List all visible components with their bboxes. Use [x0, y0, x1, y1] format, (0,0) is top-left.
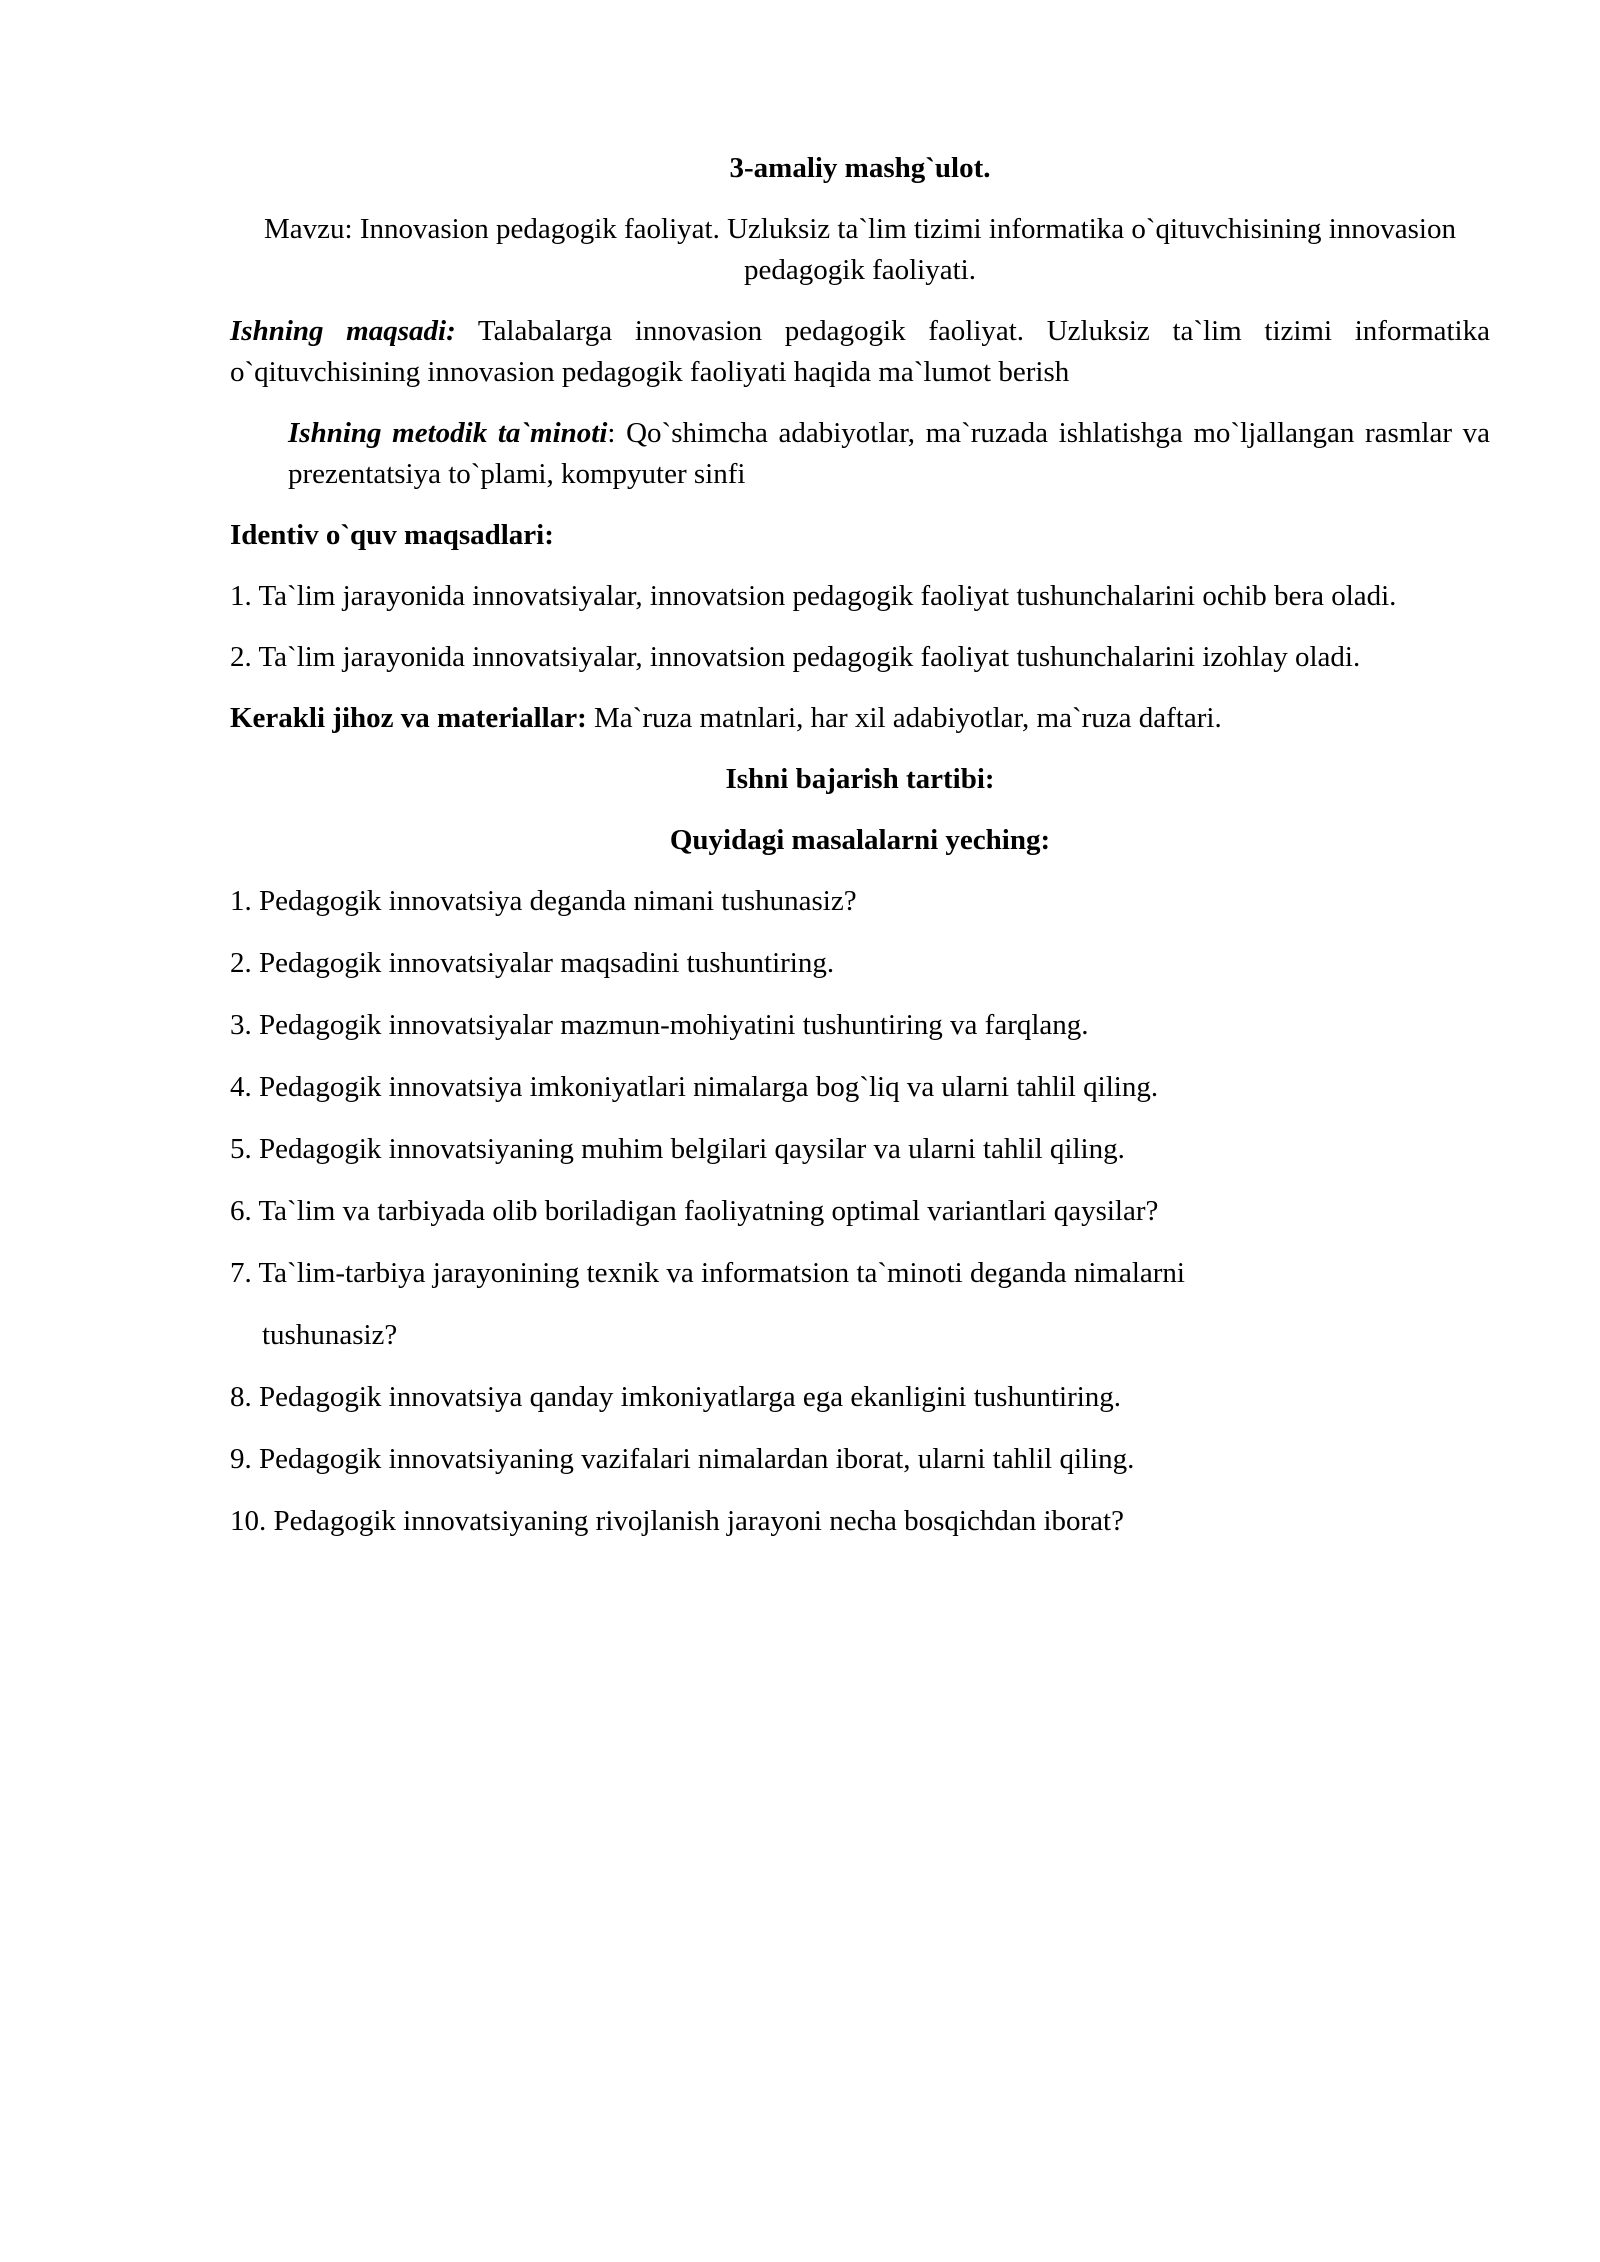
- equipment-paragraph: [230, 698, 1490, 739]
- topic-text: Mavzu: Innovasion pedagogik faoliyat. Uzluksiz ta`lim tizimi informatika o`qituvchisining innovasion pedagogik faoliyati.: [264, 213, 1456, 286]
- method-text: : Qo`shimcha adabiyotlar, ma`ruzada ishlatishga mo`ljallangan rasmlar va prezentatsiya to`plami, kompyuter sinfi: [288, 417, 1490, 490]
- task-item: [230, 1253, 1490, 1356]
- order-heading: Ishni bajarish tartibi:: [725, 763, 995, 795]
- task-item-continuation: tushunasiz?: [262, 1319, 398, 1351]
- task-item: 5. Pedagogik innovatsiyaning muhim belgilari qaysilar va ularni tahlil qiling.: [230, 1133, 1125, 1165]
- equipment-text: Ma`ruza matnlari, har xil adabiyotlar, ma`ruza daftari.: [586, 702, 1222, 734]
- method-label: Ishning metodik ta`minoti: [288, 417, 608, 449]
- task-item: 8. Pedagogik innovatsiya qanday imkoniyatlarga ega ekanligini tushuntiring.: [230, 1381, 1122, 1413]
- goal-text: Talabalarga innovasion pedagogik faoliyat. Uzluksiz ta`lim tizimi informatika o`qituvchisining innovasion pedagogik faoliyati haqida ma`lumot berish: [230, 315, 1490, 388]
- task-item: 10. Pedagogik innovatsiyaning rivojlanish jarayoni necha bosqichdan iborat?: [230, 1505, 1124, 1537]
- objective-item: 2. Ta`lim jarayonida innovatsiyalar, innovatsion pedagogik faoliyat tushunchalarini izohlay oladi.: [230, 641, 1361, 673]
- task-item: 9. Pedagogik innovatsiyaning vazifalari nimalardan iborat, ularni tahlil qiling.: [230, 1443, 1135, 1475]
- goal-label: Ishning maqsadi:: [230, 315, 456, 347]
- objectives-heading: Identiv o`quv maqsadlari:: [230, 519, 554, 551]
- document-page: [230, 148, 1490, 1563]
- solve-heading: Quyidagi masalalarni yeching:: [669, 824, 1051, 856]
- task-item: 4. Pedagogik innovatsiya imkoniyatlari nimalarga bog`liq va ularni tahlil qiling.: [230, 1071, 1159, 1103]
- document-title: 3-amaliy mashg`ulot.: [729, 152, 991, 184]
- method-paragraph: [288, 413, 1490, 495]
- task-item: 1. Pedagogik innovatsiya deganda nimani tushunasiz?: [230, 885, 857, 917]
- task-item: 3. Pedagogik innovatsiyalar mazmun-mohiyatini tushuntiring va farqlang.: [230, 1009, 1089, 1041]
- task-item: 6. Ta`lim va tarbiyada olib boriladigan faoliyatning optimal variantlari qaysilar?: [230, 1195, 1159, 1227]
- task-item-line: 7. Ta`lim-tarbiya jarayonining texnik va informatsion ta`minoti deganda nimalarni: [230, 1257, 1185, 1289]
- equipment-label: Kerakli jihoz va materiallar:: [230, 702, 587, 734]
- task-item: 2. Pedagogik innovatsiyalar maqsadini tushuntiring.: [230, 947, 835, 979]
- task-list: [230, 881, 1490, 1542]
- goal-paragraph: [230, 311, 1490, 393]
- objective-item: 1. Ta`lim jarayonida innovatsiyalar, innovatsion pedagogik faoliyat tushunchalarini ochib bera oladi.: [230, 580, 1397, 612]
